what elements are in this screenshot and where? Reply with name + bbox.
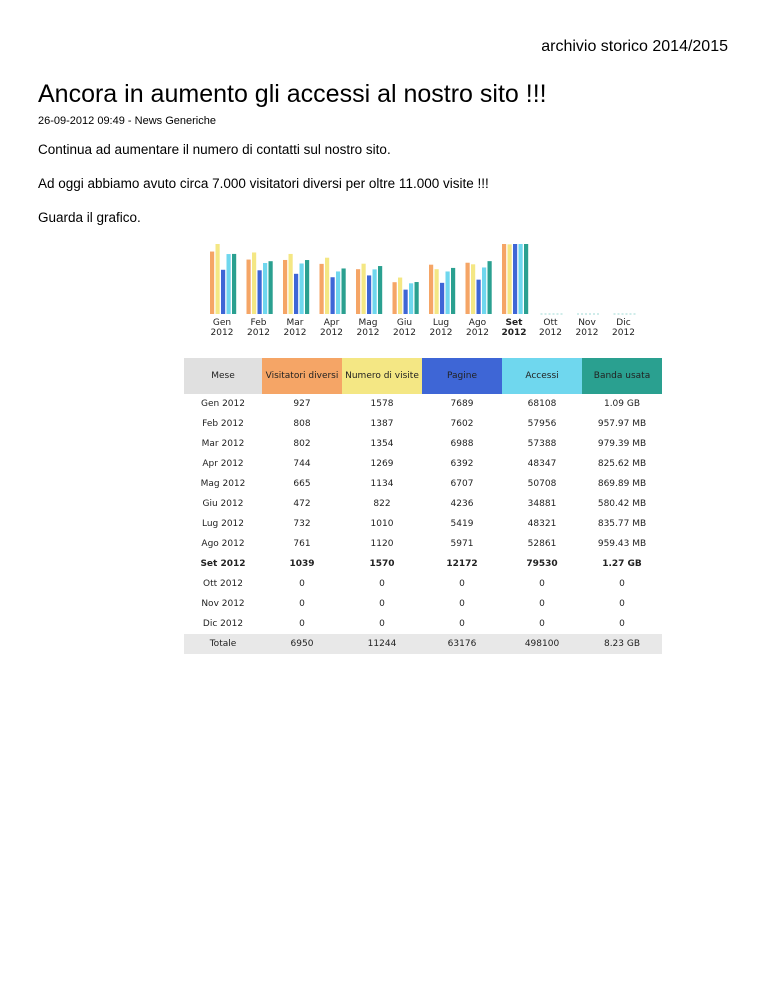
table-row [184, 494, 662, 514]
bar-visitatori-diversi [393, 282, 397, 314]
month-label-name: Feb [250, 318, 267, 328]
bar-numero-di-visite [362, 264, 366, 314]
month-label-year: 2012 [612, 328, 635, 338]
month-label [205, 318, 239, 338]
bar-visitatori-diversi [429, 265, 433, 314]
bar-visitatori-diversi [356, 269, 360, 314]
header-visite: Numero di visite [342, 358, 422, 394]
table-cell: 802 [293, 439, 311, 449]
bar-visitatori-diversi [466, 263, 470, 314]
month-label-name: Mag [358, 318, 378, 328]
table-row [184, 554, 662, 574]
table-cell: 79530 [526, 559, 558, 569]
table-cell: 0 [379, 579, 385, 589]
bar-numero-di-visite [325, 258, 329, 314]
bar-pagine [477, 280, 481, 314]
month-label-year: 2012 [210, 328, 234, 338]
table-cell: 472 [293, 499, 311, 509]
month-label-name: Ago [468, 318, 487, 328]
table-cell: 7602 [450, 419, 474, 429]
bar-visitatori-diversi [210, 252, 214, 314]
table-cell: 808 [293, 419, 311, 429]
table-cell: Mar 2012 [201, 439, 245, 449]
month-label-year: 2012 [356, 328, 380, 338]
month-label-name: Dic [616, 318, 631, 328]
month-label [278, 318, 312, 338]
table-cell: 761 [293, 539, 311, 549]
table-cell: 1010 [370, 519, 394, 529]
table-cell: 48347 [527, 459, 557, 469]
bar-banda-usata [524, 244, 528, 314]
table-cell: Lug 2012 [201, 519, 245, 529]
bar-banda-usata [305, 260, 309, 314]
table-cell: 665 [293, 479, 311, 489]
bar-banda-usata [451, 268, 455, 314]
table-cell: 0 [539, 599, 545, 609]
table-cell: 979.39 MB [597, 439, 647, 449]
bar-numero-di-visite [252, 252, 256, 314]
bar-pagine [367, 275, 371, 314]
article-title: Ancora in aumento gli accessi al nostro sito !!! [38, 80, 547, 108]
table-cell: 6950 [262, 634, 342, 654]
header-mese: Mese [184, 358, 262, 394]
table-cell: 835.77 MB [597, 519, 647, 529]
month-label-year: 2012 [466, 328, 489, 338]
month-label-name: Nov [578, 318, 596, 328]
bar-banda-usata [488, 261, 492, 314]
month-label-year: 2012 [539, 328, 562, 338]
table-cell: Feb 2012 [202, 419, 244, 429]
paragraph-2: Ad oggi abbiamo avuto circa 7.000 visitatori diversi per oltre 11.000 visite !!! [38, 176, 489, 191]
table-cell: 0 [619, 619, 625, 629]
bar-banda-usata [342, 268, 346, 314]
bar-pagine [221, 270, 225, 314]
month-label [242, 318, 276, 338]
bar-numero-di-visite [508, 244, 512, 314]
table-row [184, 594, 662, 614]
table-cell: 869.89 MB [597, 479, 647, 489]
month-label-name: Mar [286, 318, 304, 328]
table-body [184, 394, 662, 654]
month-label-year: 2012 [320, 328, 343, 338]
bar-chart [180, 238, 670, 320]
month-label-year: 2012 [393, 328, 416, 338]
table-cell: 0 [379, 619, 385, 629]
table-cell: 52861 [527, 539, 557, 549]
bar-pagine [258, 270, 262, 314]
bar-accessi [409, 283, 413, 314]
table-cell: Totale [184, 634, 262, 654]
table-cell: 0 [299, 599, 305, 609]
month-label-year: 2012 [283, 328, 307, 338]
stats-graphic [180, 238, 670, 663]
table-cell: 1134 [370, 479, 394, 489]
table-cell: 68108 [527, 399, 557, 409]
table-cell: 1039 [289, 559, 315, 569]
header-pagine: Pagine [422, 358, 502, 394]
table-cell: 6392 [450, 459, 474, 469]
bar-numero-di-visite [216, 244, 220, 314]
table-cell: Gen 2012 [201, 399, 245, 409]
month-label [607, 318, 641, 338]
table-cell: 1120 [370, 539, 394, 549]
month-label [315, 318, 349, 338]
table-cell: 927 [293, 399, 311, 409]
bar-accessi [519, 244, 523, 314]
stats-table [184, 358, 662, 654]
table-cell: 1354 [370, 439, 394, 449]
table-row [184, 574, 662, 594]
table-cell: 12172 [446, 559, 478, 569]
table-cell: 34881 [527, 499, 557, 509]
table-cell: 732 [293, 519, 311, 529]
header-banda: Banda usata [582, 358, 662, 394]
table-cell: 0 [459, 599, 465, 609]
table-row [184, 394, 662, 414]
month-label-year: 2012 [575, 328, 599, 338]
table-cell: 0 [539, 619, 545, 629]
table-cell: 57388 [527, 439, 557, 449]
table-cell: 8.23 GB [582, 634, 662, 654]
table-cell: 0 [539, 579, 545, 589]
table-row [184, 434, 662, 454]
table-cell: 822 [373, 499, 391, 509]
table-cell: 5971 [450, 539, 474, 549]
month-label-year: 2012 [501, 328, 527, 338]
bar-pagine [404, 290, 408, 314]
header-visitatori: Visitatori diversi [262, 358, 342, 394]
table-cell: 0 [379, 599, 385, 609]
table-cell: 48321 [527, 519, 557, 529]
bar-banda-usata [378, 266, 382, 314]
month-label-year: 2012 [247, 328, 270, 338]
bar-numero-di-visite [289, 254, 293, 314]
table-row [184, 474, 662, 494]
table-cell: 4236 [450, 499, 474, 509]
bar-visitatori-diversi [247, 260, 251, 314]
month-label [388, 318, 422, 338]
table-cell: 7689 [450, 399, 474, 409]
month-label [351, 318, 385, 338]
table-cell: 6707 [450, 479, 474, 489]
table-cell: Mag 2012 [200, 479, 246, 489]
table-cell: 6988 [450, 439, 474, 449]
table-total-row [184, 634, 662, 654]
table-cell: 0 [619, 599, 625, 609]
bar-visitatori-diversi [502, 244, 506, 314]
table-cell: Nov 2012 [201, 599, 245, 609]
table-cell: Ago 2012 [201, 539, 245, 549]
table-cell: 825.62 MB [597, 459, 647, 469]
table-cell: Giu 2012 [202, 499, 244, 509]
month-label-name: Lug [432, 318, 450, 328]
bar-pagine [331, 277, 335, 314]
month-label-name: Giu [396, 318, 413, 328]
table-cell: 1578 [370, 399, 394, 409]
table-cell: 0 [459, 579, 465, 589]
month-labels [208, 318, 648, 342]
bar-accessi [300, 263, 304, 314]
month-label [461, 318, 495, 338]
table-cell: Apr 2012 [202, 459, 244, 469]
table-cell: 63176 [422, 634, 502, 654]
month-label-year: 2012 [429, 328, 453, 338]
month-label [497, 318, 531, 338]
bar-accessi [482, 267, 486, 314]
bar-pagine [294, 274, 298, 314]
table-row [184, 614, 662, 634]
bar-accessi [227, 254, 231, 314]
table-cell: 1269 [370, 459, 394, 469]
table-cell: 57956 [527, 419, 557, 429]
bar-accessi [373, 269, 377, 314]
table-row [184, 454, 662, 474]
bar-visitatori-diversi [283, 260, 287, 314]
bar-banda-usata [269, 261, 273, 314]
table-cell: 5419 [450, 519, 474, 529]
table-cell: Dic 2012 [202, 619, 244, 629]
header-accessi: Accessi [502, 358, 582, 394]
bar-banda-usata [415, 282, 419, 314]
bar-pagine [440, 283, 444, 314]
table-cell: 0 [619, 579, 625, 589]
bar-numero-di-visite [471, 264, 475, 314]
month-label-name: Set [505, 318, 523, 328]
bar-pagine [513, 244, 517, 314]
month-label [570, 318, 604, 338]
table-header-row [184, 358, 662, 394]
table-row [184, 514, 662, 534]
table-cell: 1.09 GB [603, 399, 641, 409]
table-cell: 50708 [527, 479, 557, 489]
bar-banda-usata [232, 254, 236, 314]
table-cell: 11244 [342, 634, 422, 654]
table-cell: 0 [299, 619, 305, 629]
table-row [184, 534, 662, 554]
paragraph-1: Continua ad aumentare il numero di contatti sul nostro sito. [38, 142, 391, 157]
table-cell: 0 [299, 579, 305, 589]
table-row [184, 414, 662, 434]
month-label-name: Ott [543, 318, 558, 328]
paragraph-3: Guarda il grafico. [38, 210, 141, 225]
month-label [424, 318, 458, 338]
bar-numero-di-visite [435, 269, 439, 314]
table-cell: 498100 [502, 634, 582, 654]
table-cell: 1.27 GB [602, 559, 642, 569]
archive-header[interactable]: archivio storico 2014/2015 [541, 38, 728, 55]
bar-accessi [446, 271, 450, 314]
table-cell: 1387 [370, 419, 394, 429]
table-cell: 0 [459, 619, 465, 629]
article-meta: 26-09-2012 09:49 - News Generiche [38, 115, 216, 127]
bar-accessi [263, 263, 267, 314]
table-cell: 580.42 MB [597, 499, 647, 509]
table-cell: 1570 [369, 559, 395, 569]
month-label [534, 318, 568, 338]
table-cell: 744 [293, 459, 311, 469]
bar-accessi [336, 271, 340, 314]
table-cell: Ott 2012 [203, 579, 243, 589]
table-cell: Set 2012 [200, 559, 246, 569]
bar-numero-di-visite [398, 278, 402, 314]
table-cell: 959.43 MB [597, 539, 647, 549]
month-label-name: Apr [323, 318, 340, 328]
bar-visitatori-diversi [320, 264, 324, 314]
month-label-name: Gen [212, 318, 232, 328]
table-cell: 957.97 MB [597, 419, 647, 429]
